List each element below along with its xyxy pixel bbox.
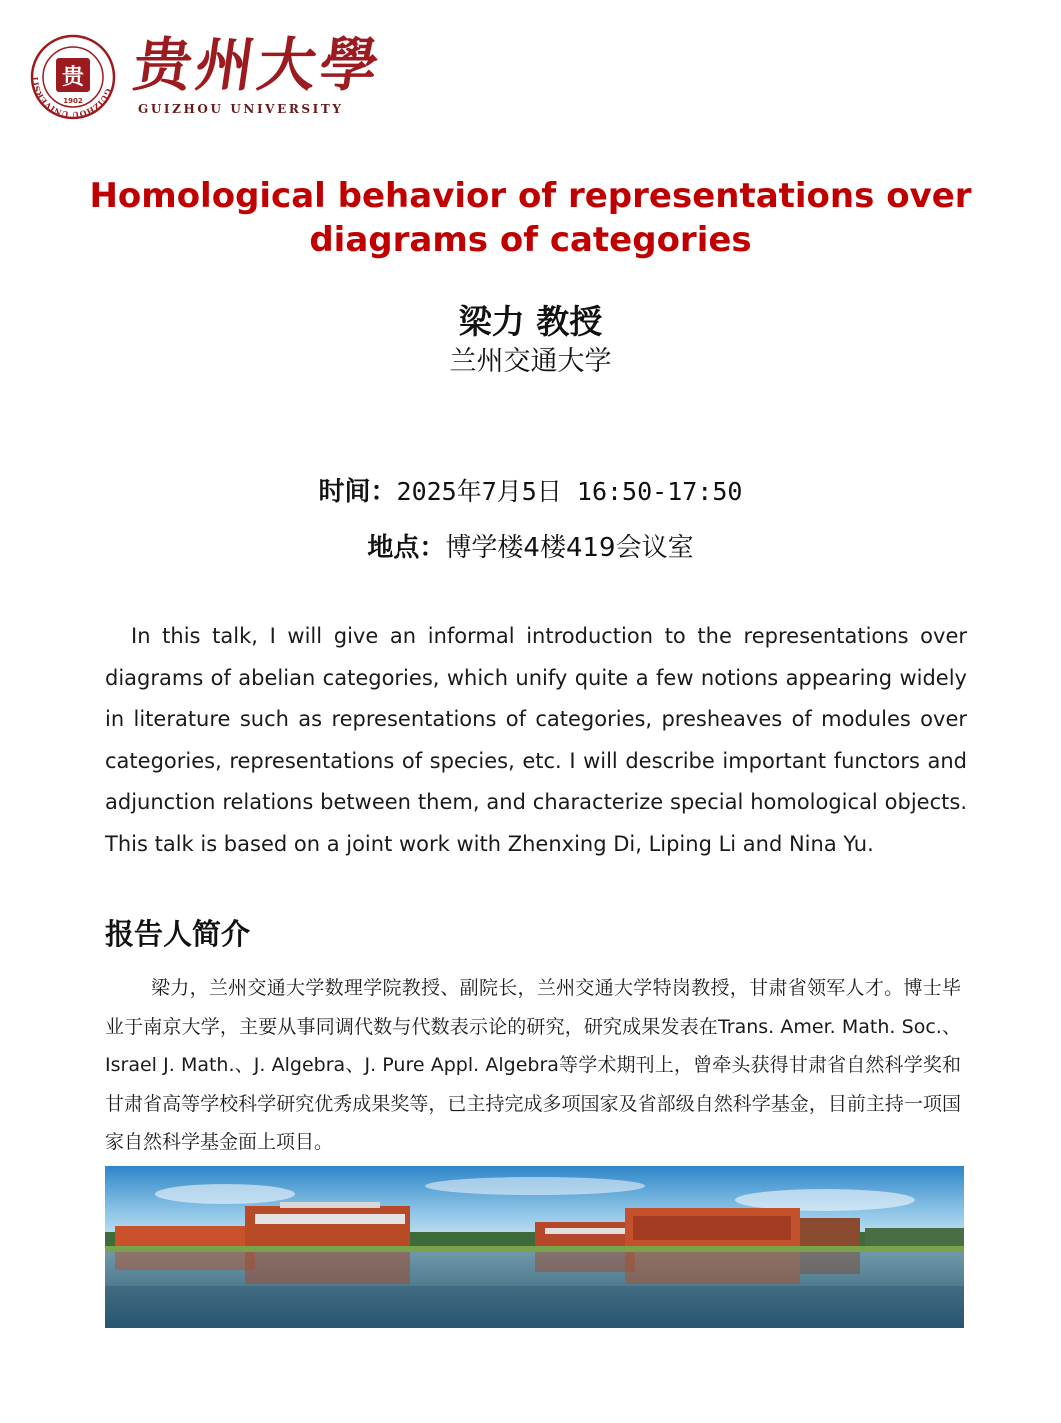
place-value: 博学楼4楼419会议室 <box>445 533 694 563</box>
talk-title-line-2: diagrams of categories <box>309 220 752 260</box>
speaker-affiliation: 兰州交通大学 <box>449 346 612 377</box>
university-seal-icon <box>30 34 116 120</box>
campus-photo <box>105 1166 964 1328</box>
event-time <box>0 474 1061 510</box>
university-logo <box>30 28 387 124</box>
talk-title <box>60 174 1001 262</box>
time-value: 2025年7月5日 16:50-17:50 <box>396 477 743 506</box>
bio-heading: 报告人简介 <box>105 917 251 951</box>
logo-chinese-name: 贵州大學 <box>129 31 387 99</box>
event-place <box>0 530 1061 566</box>
speaker-name: 梁力 教授 <box>458 302 603 341</box>
seal-year: 1902 <box>63 97 83 105</box>
talk-abstract: In this talk, I will give an informal introduction to the representations over diagrams of abelian categories, which unify quite a few notions appearing widely in literature such as representations of categories, presheaves of modules over categories, representations of species, etc. I will describe important functors and adjunction relations between them, and characterize special homological objects. This talk is based on a joint work with Zhenxing Di, Liping Li and Nina Yu. <box>105 624 967 856</box>
place-label: 地点： <box>367 533 446 563</box>
logo-english-name: GUIZHOU UNIVERSITY <box>138 102 344 116</box>
seal-character: 贵 <box>61 64 85 90</box>
talk-title-line-1: Homological behavior of representations over <box>89 176 972 216</box>
bio-text: 梁力，兰州交通大学数理学院教授、副院长，兰州交通大学特岗教授，甘肃省领军人才。博士毕业于南京大学，主要从事同调代数与代数表示论的研究，研究成果发表在Trans. Amer. Math. Soc.、Israel J. Math.、J. Algebra、J. Pure Appl. Algebra等学术期刊上，曾牵头获得甘肃省自然科学奖和甘肃省高等学校科学研究优秀成果奖等，已主持完成多项国家及省部级自然科学基金，目前主持一项国家自然科学基金面上项目。 <box>105 977 961 1153</box>
seal-ring-text: GUIZHOU UNIVERSIT <box>30 75 114 120</box>
time-label: 时间： <box>318 477 397 507</box>
